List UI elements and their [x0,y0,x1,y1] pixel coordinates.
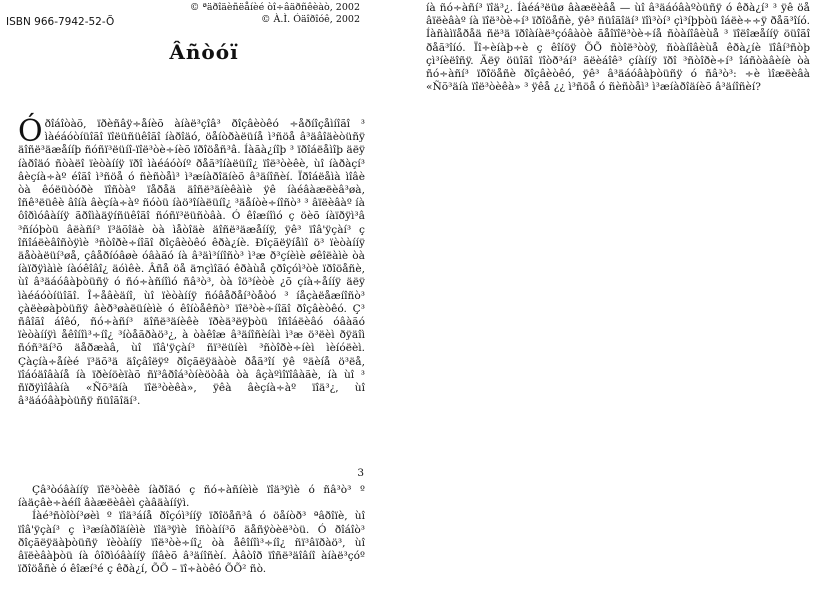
intro-text [18,114,365,408]
right-page [408,0,816,600]
paragraph: Çâ³òóâàííÿ ïîë³òèêè íàðîäó ç ñó÷àñíèìè ïîä³ÿìè ó ñâ³ò³ º íàäçâè÷àéíî âàæëèâèì çàâäàííÿì. [18,484,365,510]
drop-cap: Ó [18,114,43,149]
continued-text [18,484,365,576]
page-number: 3 [357,467,364,479]
paragraph [18,114,365,408]
author-line: © À.Ì. Óäîðîóê, 2002 [261,14,360,25]
isbn: ISBN 966-7942-52-Õ [6,16,115,28]
paragraph: Íàé³ñòîòí³øèì º ïîä³áíå ðîçóì³ííÿ ïðîöåñ³â ó öåíòð³ ªâðîïè, ùî ïîâ'ÿçàí³ ç ì³æíàðîäíèìè ïîä³ÿìè îñòàíí³õ äåñÿòèë³òü. Ó ðîáîò³ ðîçãëÿäàþòüñÿ ïèòàííÿ ïîë³òè÷íî¿ òà åêîíîì³÷íî¿ ñï³âïðàö³, ùî âïëèâàþòü íà ôîðìóâàííÿ íîâèõ â³äíîñèí. Àâòîð ïîñë³äîâíî àíàë³çóº ïðîöåñè ó êîæí³é ç êðà¿í, ÕÕ – ïî÷àòêó ÕÕ² ñò. [18,510,365,576]
right-text [426,2,810,94]
paragraph: íà ñó÷àñí³ ïîä³¿. Íàéá³ëüø âàæëèâå — ùî â³äáóâàºòüñÿ ó êðà¿í³ ³ ÿê öå âïëèâàº íà ïîë³òè÷í³ ïðîöåñè, ÿê³ ñüîãîäí³ ïîì³òí³ çì³íþþòü îáëè÷÷ÿ ðåã³îíó. Íàñàìïåðåä ñë³ä ïðîàíàë³çóâàòè ãåîïîë³òè÷íå ñòàíîâèùå ³ ïîëîæåííÿ öüîãî ðåã³îíó. Ïî÷èíàþ÷è ç êîíöÿ ÕÕ ñòîë³òòÿ, ñòàíîâèùå êðà¿íè ïîâí³ñòþ çì³íèëîñÿ. Äëÿ öüîãî ïîòð³áí³ ãëèáîê³ çíàííÿ ïðî ³ñòîðè÷í³ îáñòàâèíè òà ñó÷àñí³ ïðîöåñè ðîçâèòêó, ÿê³ â³äáóâàþòüñÿ ó ñâ³ò³: ÷è ìîæëèâà «Ñõ³äíà ïîë³òèêà» ³ ÿêå ¿¿ ì³ñöå ó ñèñòåì³ ì³æíàðîäíèõ â³äíîñèí? [426,2,810,94]
paragraph-text: ðîáîòàõ, ïðèñâÿ÷åíèõ àíàë³çîâ³ ðîçâèòêó ÷åðíîçåìíîãî ³ ìàéáóòíüîãî ïîëüñüêîãî íàðîäó, öåíòðàëüíå ì³ñöå â³äâîäèòüñÿ äîñë³äæåííþ ñóñï³ëüíî-ïîë³òè÷íèõ ïðîöåñ³â. Íàãà¿íîþ ³ ïðîáëåìîþ äëÿ íàðîäó ñòàëî ïèòàííÿ ïðî ìàéáóòíº ðåã³îíàëüíî¿ ïîë³òèêè, ùî íàðàçí³ âèçíà÷àº éîãî ì³ñöå ó ñèñòåì³ ì³æíàðîäíèõ â³äíîñèí. Ïðîáëåìà ìîâè òà êóëüòóðè ïîñòàº ïåðåä äîñë³äíèêàìè ÿê íàéâàæëèâ³øà, îñê³ëüêè âîíà âèçíà÷àº ñóòü íàö³îíàëüíî¿ ³äåíòè÷íîñò³ ³ âïëèâàº íà ôîðìóâàííÿ ãðîìàäÿíñüêîãî ñóñï³ëüñòâà. Ó êîæíîìó ç öèõ íàïðÿì³â ³ñíóþòü âëàñí³ ï³äõîäè òà ìåòîäè äîñë³äæåííÿ, ÿê³ ïîâ'ÿçàí³ ç îñîáëèâîñòÿìè ³ñòîðè÷íîãî ðîçâèòêó êðà¿íè. Ðîçãëÿíåìî ö³ ïèòàííÿ äåòàëüí³øå, çâåðíóâøè óâàãó íà â³äì³ííîñò³ ì³æ ð³çíèìè øêîëàìè òà íàïðÿìàìè íàóêîâî¿ äóìêè. Âñå öå äຠçìîãó êðàùå çðîçóì³òè ïðîöåñè, ùî â³äáóâàþòüñÿ ó ñó÷àñíîìó ñâ³ò³, òà îö³íèòè ¿õ çíà÷åííÿ äëÿ ìàéáóòíüîãî. Î÷åâèäíî, ùî ïèòàííÿ ñóâåðåí³òåòó ³ íåçàëåæíîñò³ çàëèøàþòüñÿ âèð³øàëüíèìè ó êîíòåêñò³ ïîë³òè÷íîãî ðîçâèòêó. Ç³ ñâîãî áîêó, ñó÷àñí³ äîñë³äíèêè ïðèä³ëÿþòü îñîáëèâó óâàãó ïèòàííÿì åêîíîì³÷íî¿ ³íòåãðàö³¿, à òàêîæ â³äíîñèíàì ì³æ ö³ëèì ðÿäîì ñóñ³äí³õ äåðæàâ, ùî ïîâ'ÿçàí³ ñï³ëüíèì ³ñòîðè÷íèì ìèíóëèì. Çàçíà÷åíèé ï³äõ³ä äîçâîëÿº ðîçãëÿäàòè ðåã³îí ÿê ºäèíå ö³ëå, ïîáóäîâàíå íà ïðèíöèïàõ ñï³âðîá³òíèöòâà òà âçàºìîïîâàãè, íà ùî ³ ñïðÿìîâàíà «Ñõ³äíà ïîë³òèêà», ÿêà âèçíà÷àº ïîä³¿, ùî â³äáóâàþòüñÿ ñüîãîäí³. [18,118,365,408]
copyright-block [180,2,360,26]
publisher-line: © ªäðîäèñëåíèé òî÷âäðñêèàò, 2002 [189,2,360,13]
chapter-title: Âñòóï [169,40,239,64]
